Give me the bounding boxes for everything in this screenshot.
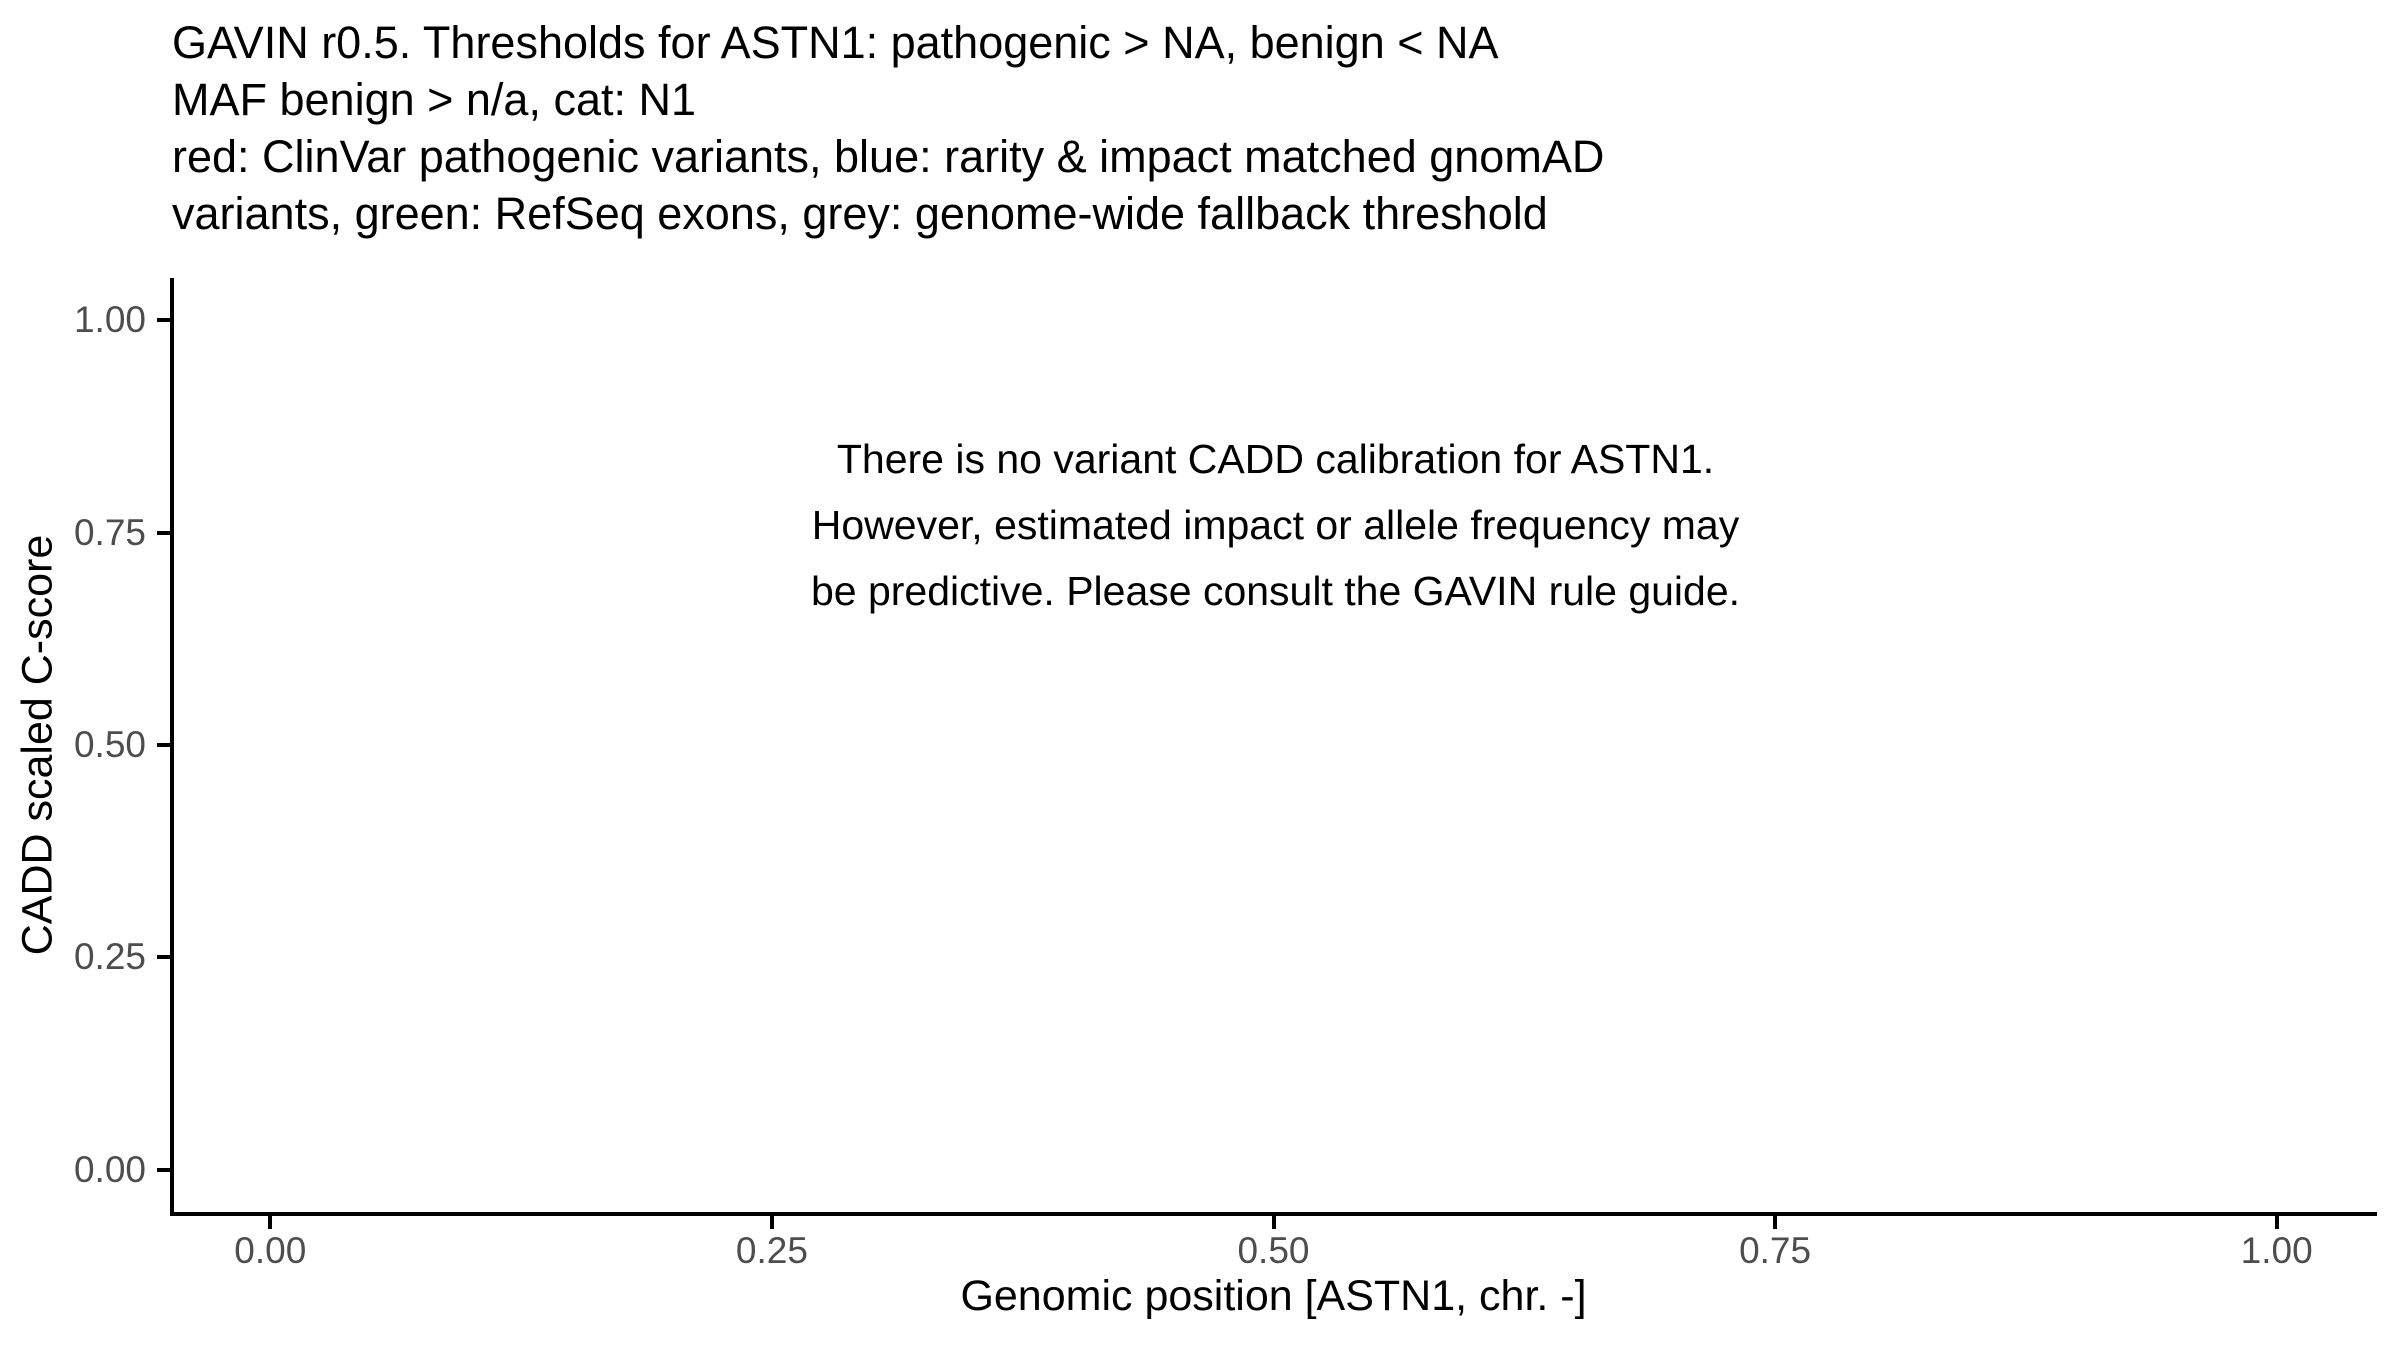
plot-title-line: red: ClinVar pathogenic variants, blue: rarity & impact matched gnomAD — [172, 131, 1605, 182]
plot-panel — [170, 278, 2377, 1216]
y-axis-tick-label: 0.75 — [73, 511, 146, 553]
x-axis-tick — [1773, 1216, 1777, 1229]
y-axis-tick-label: 1.00 — [73, 299, 146, 341]
plot-title-line: variants, green: RefSeq exons, grey: genome-wide fallback threshold — [172, 188, 1548, 239]
plot-title-line: MAF benign > n/a, cat: N1 — [172, 74, 697, 125]
x-axis-tick-label: 0.50 — [1237, 1230, 1310, 1271]
x-axis-tick-label: 1.00 — [2240, 1230, 2313, 1271]
no-calibration-annotation — [174, 426, 2377, 624]
y-axis-tick-label: 0.50 — [73, 724, 146, 765]
plot-title — [172, 14, 1604, 242]
x-axis-tick-label: 0.75 — [1739, 1230, 1812, 1271]
y-axis-tick — [157, 318, 170, 322]
y-axis-tick — [157, 531, 170, 535]
x-axis-tick-label: 0.00 — [234, 1230, 307, 1271]
y-axis-tick — [157, 955, 170, 959]
y-axis-tick — [157, 743, 170, 747]
x-axis-tick — [268, 1216, 272, 1229]
x-axis-tick-label: 0.25 — [735, 1230, 808, 1271]
x-axis-tick — [2275, 1216, 2279, 1229]
y-axis-tick-label: 0.00 — [73, 1148, 146, 1190]
y-axis-tick — [157, 1168, 170, 1172]
y-axis-tick-label: 0.25 — [73, 936, 146, 978]
x-axis-tick — [1272, 1216, 1276, 1229]
x-axis-tick — [770, 1216, 774, 1229]
y-axis-title: CADD scaled C-score — [13, 534, 62, 956]
plot-title-line: GAVIN r0.5. Thresholds for ASTN1: pathogenic > NA, benign < NA — [172, 17, 1499, 68]
annotation-line: There is no variant CADD calibration for ASTN1. — [836, 436, 1715, 482]
x-axis-title: Genomic position [ASTN1, chr. -] — [960, 1272, 1587, 1320]
annotation-line: be predictive. Please consult the GAVIN rule guide. — [810, 568, 1741, 614]
annotation-line: However, estimated impact or allele frequency may — [811, 502, 1740, 548]
